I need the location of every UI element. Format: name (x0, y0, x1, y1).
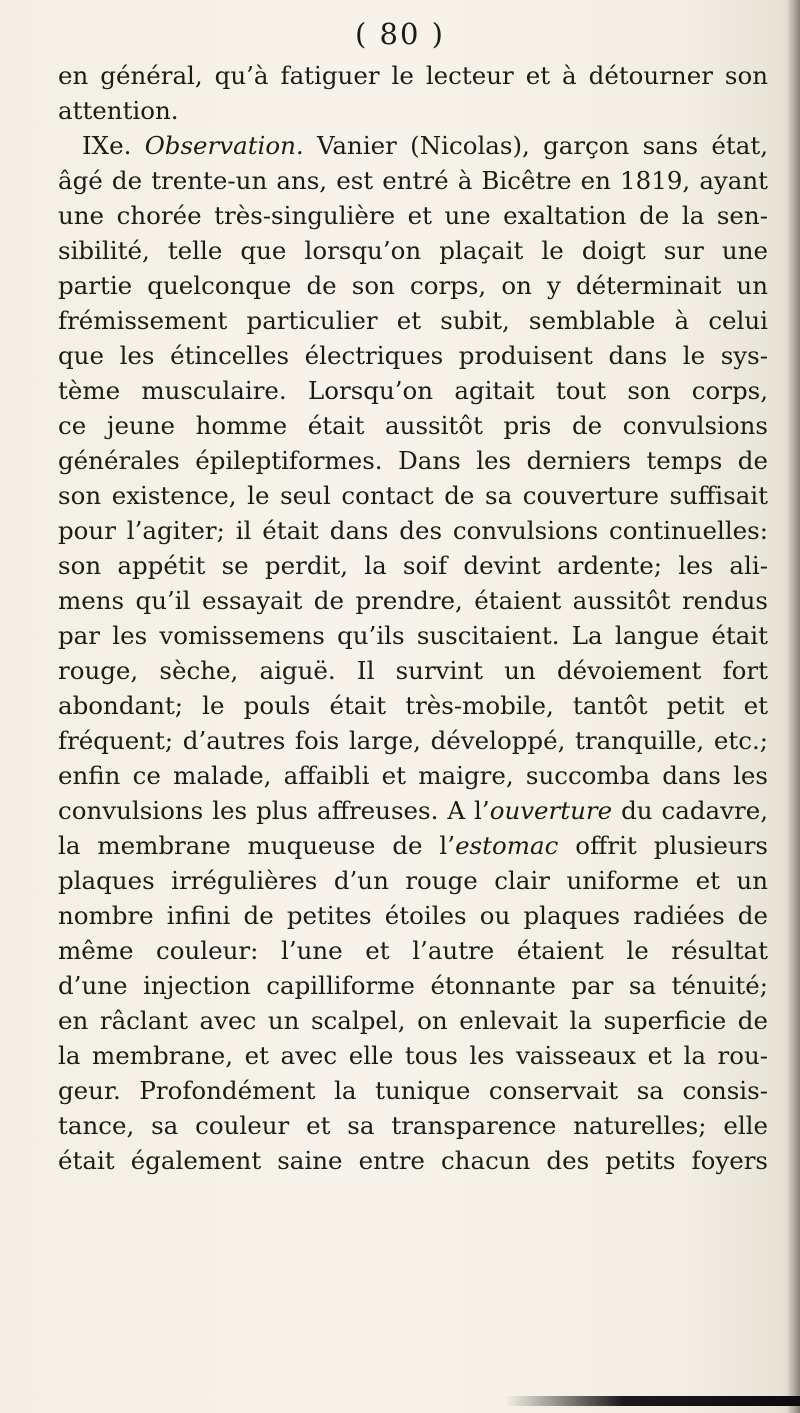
text-line-with-italic (58, 828, 768, 863)
text-line: abondant; le pouls était très-mobile, tantôt petit et (58, 691, 768, 720)
observation-label: Observation. (144, 131, 304, 160)
text-line: son existence, le seul contact de sa couverture suffisait (58, 481, 768, 510)
page-edge-shadow (788, 0, 800, 1413)
text-segment: Vanier (Nicolas), garçon sans état, (316, 131, 768, 160)
text-line: âgé de trente-un ans, est entré à Bicêtre en 1819, ayant (58, 166, 768, 195)
text-line: frémissement particulier et subit, semblable à celui (58, 306, 768, 335)
text-line-with-italic (58, 793, 768, 828)
text-line: une chorée très-singulière et une exaltation de la sen- (58, 201, 768, 230)
text-line: sibilité, telle que lorsqu’on plaçait le doigt sur une (58, 236, 768, 265)
text-segment: convulsions les plus affreuses. A l’ (58, 796, 490, 825)
text-line: son appétit se perdit, la soif devint ardente; les ali- (58, 551, 768, 580)
text-segment: du cadavre, (612, 796, 769, 825)
italic-term: ouverture (489, 796, 613, 825)
text-line: mens qu’il essayait de prendre, étaient aussitôt rendus (58, 586, 768, 615)
text-line: même couleur: l’une et l’autre étaient le résultat (58, 936, 768, 965)
italic-term: estomac (455, 831, 559, 860)
text-line: tance, sa couleur et sa transparence naturelles; elle (58, 1111, 768, 1140)
text-line: tème musculaire. Lorsqu’on agitait tout son corps, (58, 376, 768, 405)
text-line: pour l’agiter; il était dans des convulsions continuelles: (58, 516, 768, 545)
text-line: ce jeune homme était aussitôt pris de convulsions (58, 411, 768, 440)
text-line: partie quelconque de son corps, on y déterminait un (58, 271, 768, 300)
text-segment: offrit plusieurs (558, 831, 768, 860)
text-line: par les vomissemens qu’ils suscitaient. La langue était (58, 621, 768, 650)
body-text (58, 58, 768, 1178)
text-line: geur. Profondément la tunique conservait sa consis- (58, 1076, 768, 1105)
bottom-rule-mark (505, 1396, 800, 1406)
text-line: fréquent; d’autres fois large, développé, tranquille, etc.; (58, 726, 768, 755)
text-line: générales épileptiformes. Dans les derniers temps de (58, 446, 768, 475)
observation-heading-line (58, 128, 768, 163)
text-line: d’une injection capilliforme étonnante par sa ténuité; (58, 971, 768, 1000)
text-line: enfin ce malade, affaibli et maigre, succomba dans les (58, 761, 768, 790)
text-line: rouge, sèche, aiguë. Il survint un dévoiement fort (58, 656, 768, 685)
page-number: ( 80 ) (355, 17, 445, 51)
text-line: était également saine entre chacun des petits foyers (58, 1146, 768, 1175)
text-line: en général, qu’à fatiguer le lecteur et à détourner son (58, 61, 768, 90)
text-line: en râclant avec un scalpel, on enlevait la superficie de (58, 1006, 768, 1035)
text-line: que les étincelles électriques produisent dans le sys- (58, 341, 768, 370)
text-line: attention. (58, 96, 179, 125)
text-line: plaques irrégulières d’un rouge clair uniforme et un (58, 866, 768, 895)
observation-number: IXe. (82, 131, 132, 160)
text-line: nombre infini de petites étoiles ou plaques radiées de (58, 901, 768, 930)
text-line: la membrane, et avec elle tous les vaisseaux et la rou- (58, 1041, 768, 1070)
text-segment: la membrane muqueuse de l’ (58, 831, 456, 860)
